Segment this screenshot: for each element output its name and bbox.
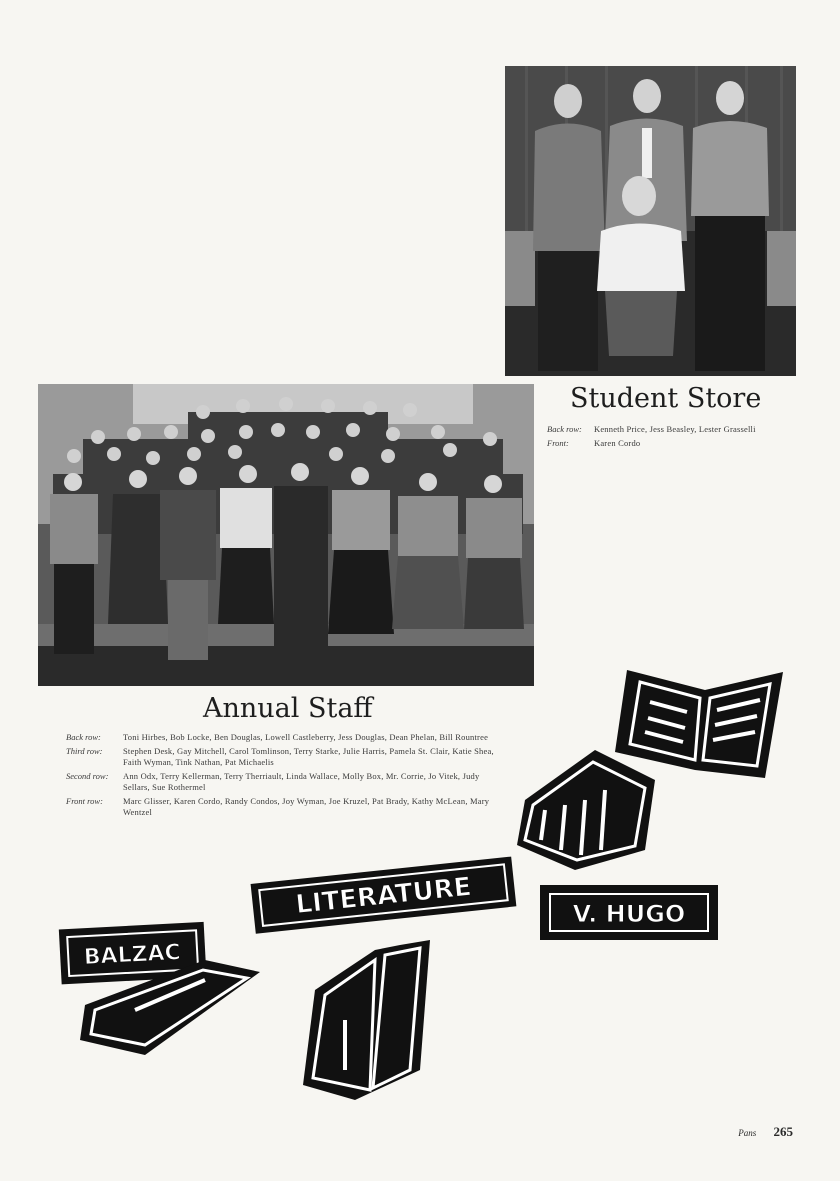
balzac-label: BALZAC [83,940,182,971]
student-store-photo [505,66,796,376]
page-folio [738,1124,793,1140]
stacked-books-icon [517,750,655,870]
caption-row-names: Karen Cordo [594,438,641,448]
literature-label: LITERATURE [294,871,473,921]
caption-row-label: Back row: [547,424,582,434]
literature-banner [251,857,517,934]
book-woodcut-artwork [55,660,795,1110]
caption-row-label: Front row: [66,796,103,806]
caption-row-names: Toni Hirbes, Bob Locke, Ben Douglas, Lowell Castleberry, Jess Douglas, Dean Phelan, Bill Rountree [123,732,489,742]
hugo-banner [540,885,718,940]
caption-row-label: Front: [547,438,569,448]
student-store-title: Student Store [570,383,762,414]
page-number: 265 [773,1124,793,1139]
caption-row [547,424,765,435]
standing-books-icon [303,940,430,1100]
caption-row-names: Stephen Desk, Gay Mitchell, Carol Tomlinson, Terry Starke, Julie Harris, Pamela St. Clair, Katie Shea, Faith Wyman, Tink Nathan, Pat Michaelis [123,746,494,767]
caption-row-names: Ann Odx, Terry Kellerman, Terry Therriault, Linda Wallace, Molly Box, Mr. Corrie, Jo Vitek, Judy Sellars, Sue Rothermel [123,771,480,792]
caption-row-label: Third row: [66,746,103,756]
annual-staff-photo [38,384,534,686]
caption-row-label: Second row: [66,771,109,781]
caption-row-label: Back row: [66,732,101,742]
student-store-caption [547,424,765,452]
caption-row [547,438,765,449]
section-label: Pans [738,1128,757,1138]
hugo-label: V. HUGO [572,900,686,928]
annual-staff-title: Annual Staff [203,693,373,724]
caption-row-names: Kenneth Price, Jess Beasley, Lester Grasselli [594,424,756,434]
open-book-icon [615,670,783,778]
caption-row-names: Marc Glisser, Karen Cordo, Randy Condos, Joy Wyman, Joe Kruzel, Pat Brady, Kathy McLean, Mary Wentzel [123,796,490,817]
